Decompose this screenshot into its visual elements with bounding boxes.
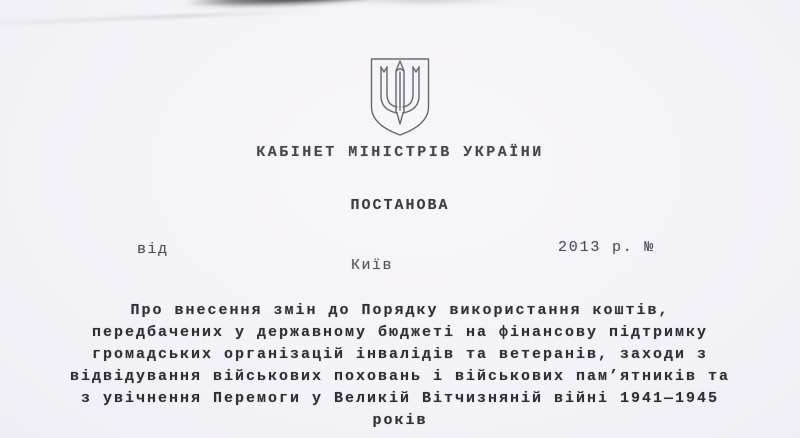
scan-edge-shadow <box>0 9 320 25</box>
document-title <box>0 300 800 431</box>
ukraine-trident-emblem-icon <box>363 56 437 138</box>
organization-name: КАБІНЕТ МІНІСТРІВ УКРАЇНИ <box>256 144 544 161</box>
title-line-5: з увічнення Перемоги у Великій Вітчизняній війні 1941—1945 <box>80 389 720 407</box>
title-line-4: відвідування військових поховань і військових пам’ятників та <box>69 367 731 385</box>
title-line-6: років <box>372 411 428 429</box>
title-line-1: Про внесення змін до Порядку використання коштів, <box>130 302 670 319</box>
scan-artifact-smudge-faint <box>330 0 520 3</box>
document-type-heading: ПОСТАНОВА <box>350 197 450 214</box>
date-from-label: від <box>137 241 169 258</box>
city-label: Київ <box>350 257 393 274</box>
title-line-2: передбачених у державному бюджеті на фінансову підтримку <box>91 323 709 341</box>
date-year-number-label: 2013 р. № <box>558 239 656 256</box>
title-line-3: громадських організацій інвалідів та ветеранів, заходи з <box>91 345 709 363</box>
